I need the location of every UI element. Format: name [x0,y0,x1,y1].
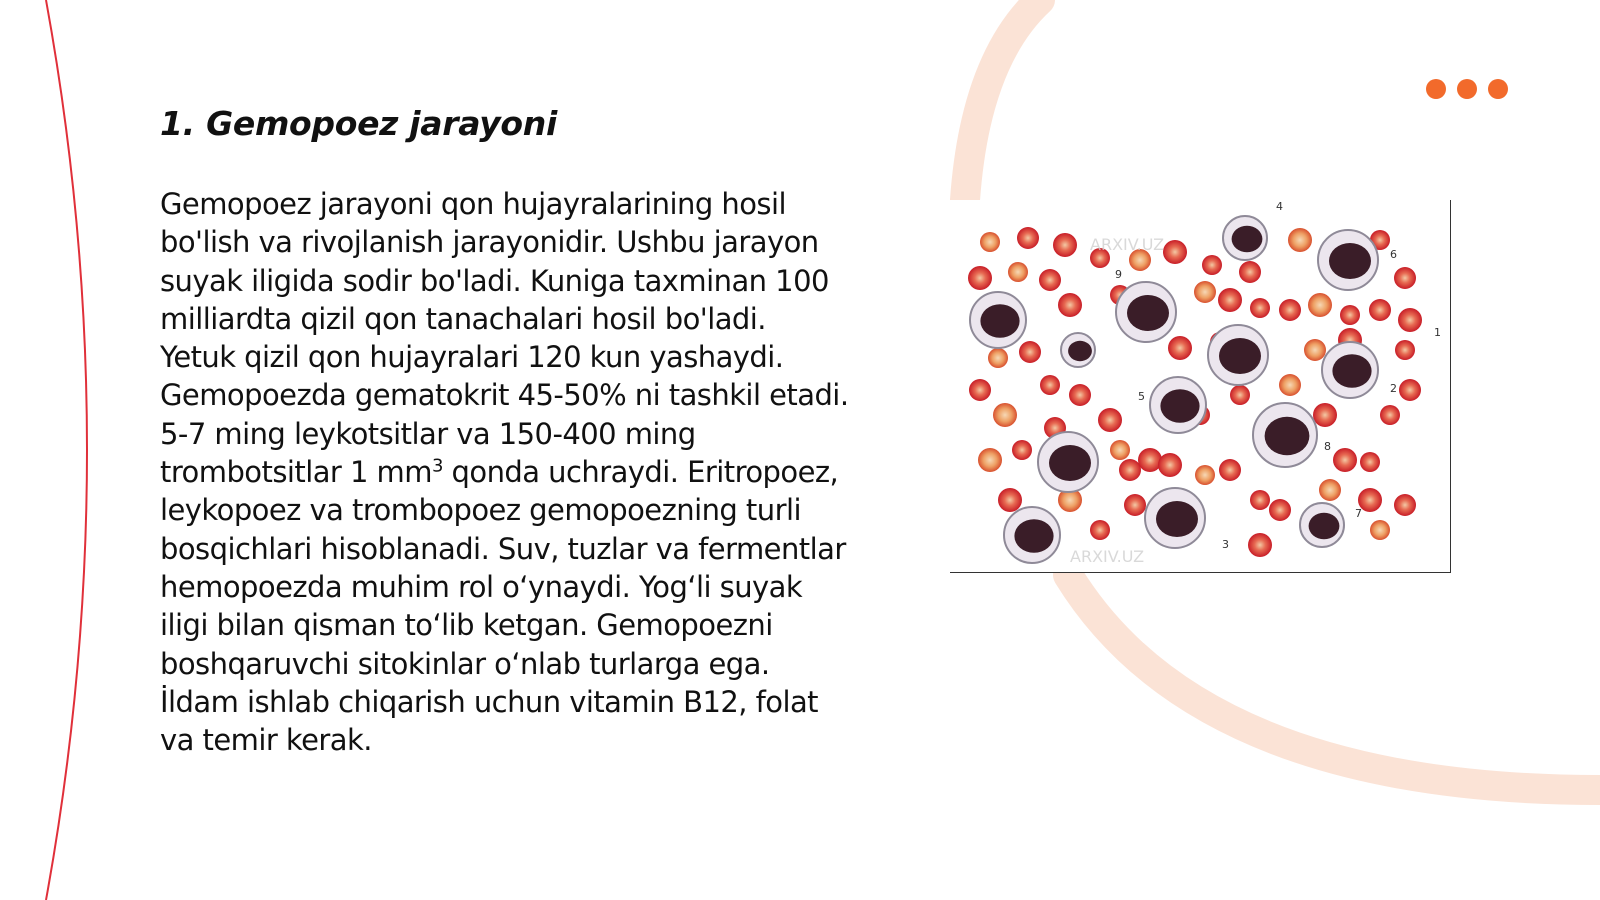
red-blood-cell [1163,240,1187,264]
red-blood-cell [1395,340,1415,360]
red-blood-cell [1069,384,1091,406]
white-blood-cell [1150,377,1206,433]
white-blood-cell [1145,488,1205,548]
slide-body-text [160,185,850,759]
red-blood-cell [1250,490,1270,510]
blood-cells-image [950,200,1451,573]
more-dots-icon [1426,79,1508,99]
red-blood-cell [1394,494,1416,516]
dot [1457,79,1477,99]
watermark-text: ARXIV.UZ [1090,235,1165,254]
body-text-part2: qonda uchraydi. Eritropoez, leykopoez va trombopoez gemopoezning turli bosqichlari hisoblanadi. Suv, tuzlar va fermentlar hemopoezda muhim rol o‘ynaydi. Yog‘li suyak iligi bilan qisman to‘lib ketgan. Gemopoezni boshqaruvchi sitokinlar o‘nlab turlarga ega. İldam ishlab chiqarish uchun vitamin B12, folat va temir kerak. [160,455,846,758]
red-blood-cell [1090,520,1110,540]
red-blood-cell [1168,336,1192,360]
red-blood-cell [988,348,1008,368]
figure-label: 6 [1390,248,1397,261]
figure-label: 8 [1324,440,1331,453]
figure-label: 5 [1138,390,1145,403]
red-blood-cell [1288,228,1312,252]
red-blood-cell [1194,281,1216,303]
red-blood-cell [1369,299,1391,321]
figure-label: 2 [1390,382,1397,395]
red-blood-cell [1398,308,1422,332]
figure-label: 1 [1434,326,1441,339]
red-blood-cell [1119,459,1141,481]
red-blood-cell [1008,262,1028,282]
white-blood-cell [1318,230,1378,290]
white-blood-cell [1038,432,1098,492]
red-blood-cell [1313,403,1337,427]
red-blood-cell [1039,269,1061,291]
red-blood-cell [1380,405,1400,425]
body-text-part1: Gemopoez jarayoni qon hujayralarining hosil bo'lish va rivojlanish jarayonidir. Ushbu jarayon suyak iligida sodir bo'ladi. Kuniga taxminan 100 milliardta qizil qon tanachalari hosil bo'ladi. Yetuk qizil qon hujayralari 120 kun yashaydi. Gemopoezda gematokrit 45-50% ni tashkil etadi. 5-7 ming leykotsitlar va 150-400 ming trombotsitlar 1 mm [160,187,849,490]
blood-cells-illustration [950,200,1450,572]
white-blood-cell [1300,503,1344,547]
red-blood-cell [1138,448,1162,472]
white-blood-cell [1223,216,1267,260]
red-blood-cell [1098,408,1122,432]
red-blood-cell [969,379,991,401]
red-blood-cell [1017,227,1039,249]
white-blood-cell [1116,282,1176,342]
red-blood-cell [1239,261,1261,283]
white-blood-cell [970,292,1026,348]
red-blood-cell [1394,267,1416,289]
red-blood-cell [1158,453,1182,477]
red-blood-cell [1399,379,1421,401]
red-blood-cell [993,403,1017,427]
red-blood-cell [1110,440,1130,460]
red-blood-cell [1269,499,1291,521]
dot [1488,79,1508,99]
red-blood-cell [978,448,1002,472]
red-blood-cell [1019,341,1041,363]
red-blood-cell [1370,520,1390,540]
red-blood-cell [1279,374,1301,396]
red-blood-cell [1333,448,1357,472]
figure-label: 9 [1115,268,1122,281]
red-blood-cell [1250,298,1270,318]
figure-label: 7 [1355,507,1362,520]
slide-title: 1. Gemopoez jarayoni [160,104,557,143]
red-blood-cell [1040,375,1060,395]
red-blood-cell [1219,459,1241,481]
red-blood-cell [1360,452,1380,472]
red-blood-cell [1012,440,1032,460]
white-blood-cell [1004,507,1060,563]
superscript-3: 3 [431,455,443,477]
red-blood-cell [1053,233,1077,257]
white-blood-cell [1208,325,1268,385]
red-blood-cell [968,266,992,290]
white-blood-cell [1253,403,1317,467]
red-blood-cell [1279,299,1301,321]
red-blood-cell [1195,465,1215,485]
red-blood-cell [1304,339,1326,361]
watermark-text: ARXIV.UZ [1070,547,1145,566]
red-blood-cell [1058,293,1082,317]
left-curve-decoration [0,0,120,900]
figure-label: 4 [1276,200,1283,213]
red-blood-cell [998,488,1022,512]
red-blood-cell [1319,479,1341,501]
red-blood-cell [1248,533,1272,557]
figure-label: 3 [1222,538,1229,551]
red-blood-cell [1124,494,1146,516]
red-blood-cell [1308,293,1332,317]
red-blood-cell [1202,255,1222,275]
red-blood-cell [1230,385,1250,405]
white-blood-cell [1322,342,1378,398]
red-blood-cell [1218,288,1242,312]
red-blood-cell [1340,305,1360,325]
red-blood-cell [980,232,1000,252]
white-blood-cell [1061,333,1095,367]
dot [1426,79,1446,99]
